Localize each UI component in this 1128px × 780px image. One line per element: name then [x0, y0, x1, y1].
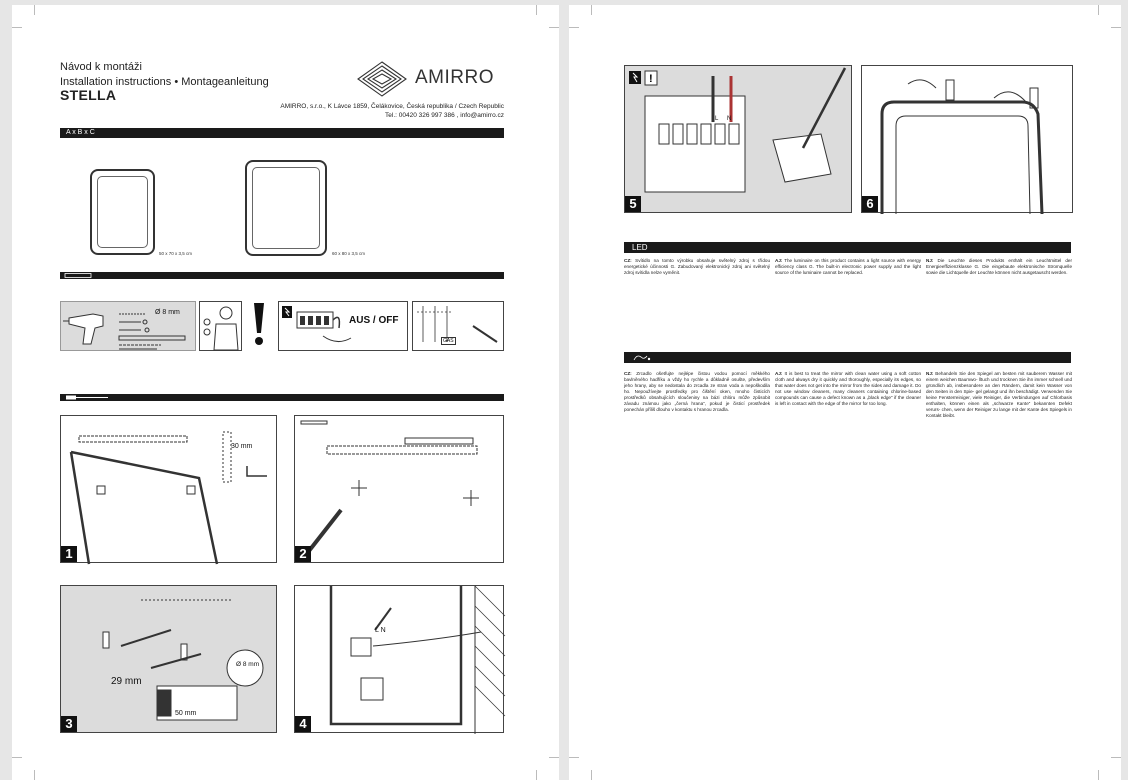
step-5-l: L — [715, 116, 719, 122]
crop-mark — [591, 5, 592, 15]
mirror-large — [245, 160, 327, 256]
step-1-illustration — [61, 416, 278, 564]
drill-size: Ø 8 mm — [155, 309, 180, 316]
crop-mark — [591, 770, 592, 780]
crop-mark — [12, 757, 22, 758]
step-5-number: 5 — [625, 196, 641, 212]
step-1-measure: 30 mm — [231, 443, 253, 450]
led-aj-text: The luminaire on this product contains a light source with energy efficiency class G. The built-in electronic power supply and the light source of the luminaire cannot be replaced. — [775, 258, 921, 275]
title-sub: Installation instructions • Montageanleitung — [60, 76, 269, 88]
dims-bar: A x B x C — [60, 128, 504, 138]
step-1-number: 1 — [61, 546, 77, 562]
step-3-m2: 50 mm — [175, 710, 197, 717]
crop-mark — [12, 27, 22, 28]
tools-bar — [60, 272, 504, 279]
step-4-number: 4 — [295, 716, 311, 732]
crop-mark — [34, 5, 35, 15]
care-aj-text: It is best to treat the mirror with clean water using a soft cotton cloth and always dry it quickly and thoroughly, especially its edges, so that water does not get into the mirror from the sides and damage it. Do not use window cleaners, many cleaners containing chlorine-based compounds can cause a defect known as a „black edge“ if the cleaner is left in contact with the edge of the mirror for too long. — [775, 371, 921, 406]
step-6-illustration — [862, 66, 1074, 214]
screwdriver-icon — [64, 394, 114, 401]
step-4-illustration — [295, 586, 505, 734]
care-section-bar — [624, 352, 1071, 363]
care-cz-text: Zrcadlo ošetřujte nejlépe čistou vodou pomocí měkkého bavlněného hadříku a vždy ho rychle a důkladně osušte, především jeho hrany, aby se nedostala do zrcadla ze stran voda a nepoškodila ho. Nepoužívejte prostředky pro čištění oken, mnoho čisticích prostředků obsahujících sloučeniny na bázi chlóru může způsobit závadu známou jako „černá hrana“, pokud je čisticí prostředek ponechán příliš dlouho v kontaktu s hranou zrcadla. — [624, 371, 770, 412]
warning-exclamation-icon — [251, 303, 267, 349]
brand-name: AMIRRO — [415, 67, 494, 88]
led-nj-label: NJ: — [926, 258, 934, 263]
step-4-wire: L N — [375, 627, 386, 634]
step-1-panel — [60, 415, 277, 563]
cleaning-icon — [632, 353, 652, 362]
crop-mark — [549, 27, 559, 28]
gas-label: GAS — [443, 338, 454, 344]
crop-mark — [1098, 770, 1099, 780]
led-cz-label: CZ: — [624, 258, 632, 263]
aus-off-label: AUS / OFF — [349, 315, 399, 326]
care-cz — [624, 371, 770, 413]
crop-mark — [1111, 27, 1121, 28]
led-nj-text: Die Leuchte dieses Produkts enthält ein Leuchtmittel der Energieeffizienzklasse G. Die eingebaute elektronische Stromquelle sowie die Lichtquelle der Leuchte können nicht ausgetauscht werden. — [926, 258, 1072, 275]
crop-mark — [569, 27, 579, 28]
hidden-lines-icon — [413, 302, 505, 352]
contact: Tel.: 00420 326 997 386 , info@amirro.cz — [385, 112, 504, 119]
page-left — [12, 5, 559, 780]
step-3-drill: Ø 8 mm — [236, 661, 260, 668]
care-nj-label: NJ: — [926, 371, 934, 376]
led-cz — [624, 258, 770, 276]
step-6-panel — [861, 65, 1073, 213]
step-6-number: 6 — [862, 196, 878, 212]
crop-mark — [536, 770, 537, 780]
step-3-number: 3 — [61, 716, 77, 732]
led-section-title: LED — [624, 242, 1071, 253]
step-2-illustration — [295, 416, 505, 564]
step-3-illustration — [61, 586, 278, 734]
title-block — [60, 61, 269, 102]
svg-text:!: ! — [649, 73, 653, 85]
crop-mark — [569, 757, 579, 758]
tape-icon — [64, 272, 92, 279]
step-3-m1: 29 mm — [111, 676, 142, 687]
step-5-n: N — [727, 116, 732, 122]
crop-mark — [1111, 757, 1121, 758]
crop-mark — [34, 770, 35, 780]
amirro-logo-icon — [357, 61, 407, 97]
care-aj — [775, 371, 921, 407]
page-right — [569, 5, 1121, 780]
mirror-small — [90, 169, 155, 255]
led-nj — [926, 258, 1072, 276]
address: AMIRRO, s.r.o., K Lávce 1859, Čelákovice, Česká republika / Czech Republic — [280, 103, 504, 110]
address-block — [204, 102, 504, 120]
gas-panel — [412, 301, 504, 351]
care-nj — [926, 371, 1072, 419]
led-aj-label: AJ: — [775, 258, 783, 263]
step-4-panel — [294, 585, 504, 733]
step-2-panel — [294, 415, 504, 563]
protective-gear-icon — [200, 302, 243, 352]
step-3-panel — [60, 585, 277, 733]
care-nj-text: Behandeln Sie den Spiegel am besten mit sauberem Wasser mit einem weichen Baumwo- lltuch und trocknen Sie ihn immer schnell und gründlich ab, insbesondere an den Rändern, damit kein Wasser von den Seiten in den Spie- gel gelangt und ihn beschädigt. Verwenden Sie keine Fensterreiniger, viele Reiniger, die Verbindungen auf Chlorbasis enthalten, können einen als „schwarze Kante“ bekannten Defekt verurs- chen, wenn der Reiniger zu lange mit der Kante des Spiegels in Kontakt bleibt. — [926, 371, 1072, 418]
installation-bar — [60, 394, 504, 401]
mask-panel — [199, 301, 242, 351]
product-name: STELLA — [60, 87, 117, 103]
crop-mark — [536, 5, 537, 15]
crop-mark — [1098, 5, 1099, 15]
crop-mark — [549, 757, 559, 758]
mirror-large-label: 60 x 80 x 3,5 cm — [332, 251, 366, 256]
care-cz-label: CZ: — [624, 371, 632, 376]
mirror-small-label: 50 x 70 x 3,5 cm — [159, 251, 193, 256]
led-cz-text: Svítidlo na tomto výrobku obsahuje světelný zdroj s třídou energetické účinnosti G. Zabudovaný elektronický zdroj ani světelný zdroj svítidla nelze vyměnit. — [624, 258, 770, 275]
title-cz: Návod k montáži — [60, 61, 142, 73]
step-2-number: 2 — [295, 546, 311, 562]
power-off-panel — [278, 301, 408, 351]
step-5-panel — [624, 65, 852, 213]
step-5-illustration — [625, 66, 853, 214]
tools-panel — [60, 301, 196, 351]
led-aj — [775, 258, 921, 276]
care-aj-label: AJ: — [775, 371, 783, 376]
power-off-icon — [279, 302, 409, 352]
